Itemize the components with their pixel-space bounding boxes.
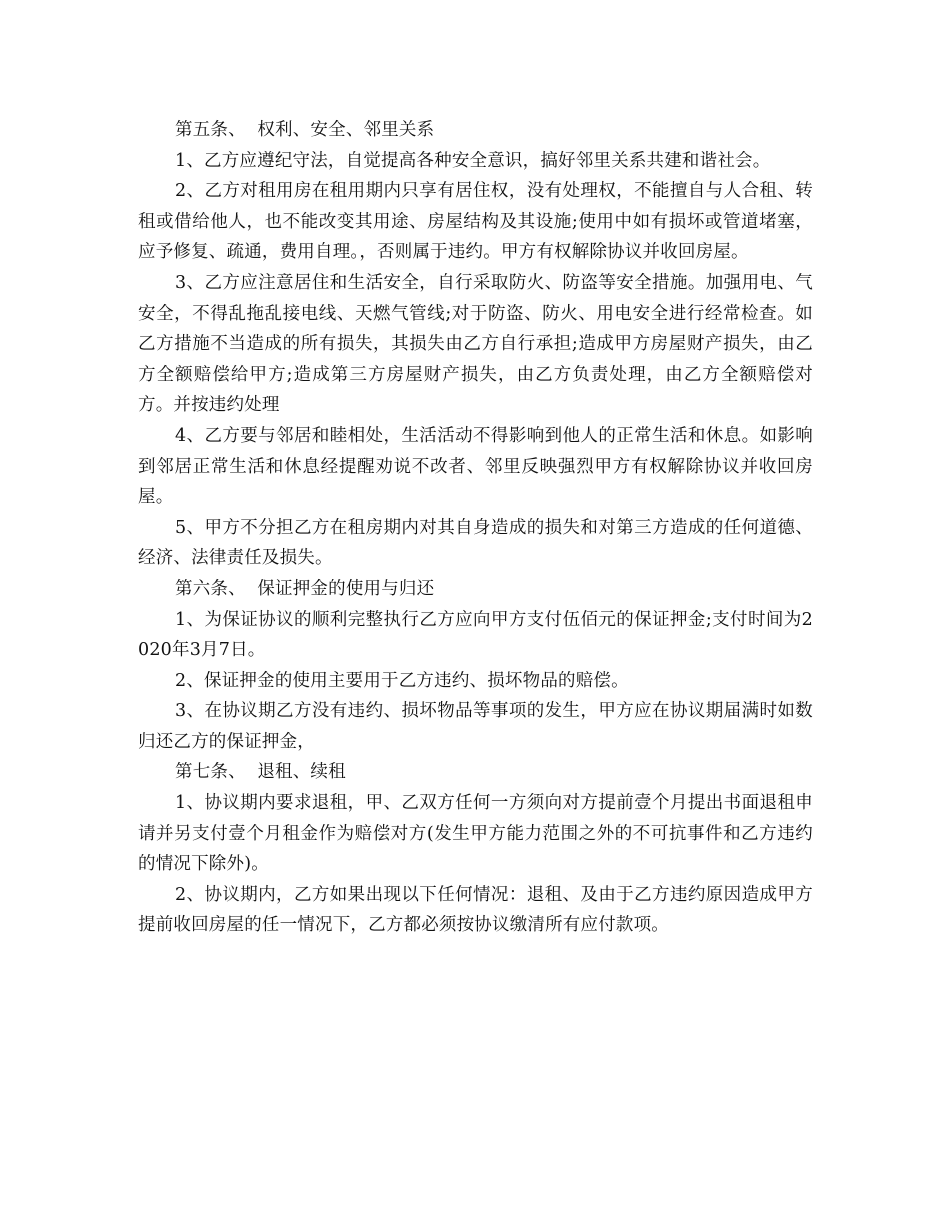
section-heading: 第五条、 权利、安全、邻里关系 xyxy=(175,120,435,140)
clause-paragraph: 2、保证押金的使用主要用于乙方违约、损坏物品的赔偿。 xyxy=(175,670,629,691)
section-heading: 第七条、 退租、续租 xyxy=(175,762,346,783)
clause-paragraph: 4、乙方要与邻居和睦相处，生活活动不得影响到他人的正常生活和休息。如影响到邻居正常生活和休息经提醒劝说不改者、邻里反映强烈甲方有权解除协议并收回房屋。 xyxy=(138,425,813,508)
clause-paragraph: 2、协议期内，乙方如果出现以下任何情况：退租、及由于乙方违约原因造成甲方提前收回房屋的任一情况下，乙方都必须按协议缴清所有应付款项。 xyxy=(138,884,813,936)
clause-paragraph: 3、在协议期乙方没有违约、损坏物品等事项的发生，甲方应在协议期届满时如数归还乙方的保证押金， xyxy=(138,701,813,752)
clause-paragraph: 3、乙方应注意居住和生活安全，自行采取防火、防盗等安全措施。加强用电、气安全，不得乱拖乱接电线、天燃气管线;对于防盗、防火、用电安全进行经常检查。如乙方措施不当造成的所有损失，其损失由乙方自行承担;造成甲方房屋财产损失，由乙方全额赔偿给甲方;造成第三方房屋财产损失，由乙方负责处理，由乙方全额赔偿对方。并按违约处理 xyxy=(138,272,813,416)
document-body xyxy=(138,115,813,941)
clause-paragraph: 2、乙方对租用房在租用期内只享有居住权，没有处理权，不能擅自与人合租、转租或借给他人，也不能改变其用途、房屋结构及其设施;使用中如有损坏或管道堵塞，应予修复、疏通，费用自理。，否则属于违约。甲方有权解除协议并收回房屋。 xyxy=(138,181,813,263)
clause-paragraph: 1、协议期内要求退租，甲、乙双方任何一方须向对方提前壹个月提出书面退租申请并另支付壹个月租金作为赔偿对方(发生甲方能力范围之外的不可抗事件和乙方违约的情况下除外)。 xyxy=(138,793,813,875)
clause-paragraph: 1、为保证协议的顺利完整执行乙方应向甲方支付伍佰元的保证押金;支付时间为2020年3月7日。 xyxy=(138,609,813,661)
clause-paragraph: 1、乙方应遵纪守法，自觉提高各种安全意识，搞好邻里关系共建和谐社会。 xyxy=(175,150,771,171)
clause-paragraph: 5、甲方不分担乙方在租房期内对其自身造成的损失和对第三方造成的任何道德、经济、法律责任及损失。 xyxy=(138,517,813,569)
section-heading: 第六条、 保证押金的使用与归还 xyxy=(175,578,435,599)
